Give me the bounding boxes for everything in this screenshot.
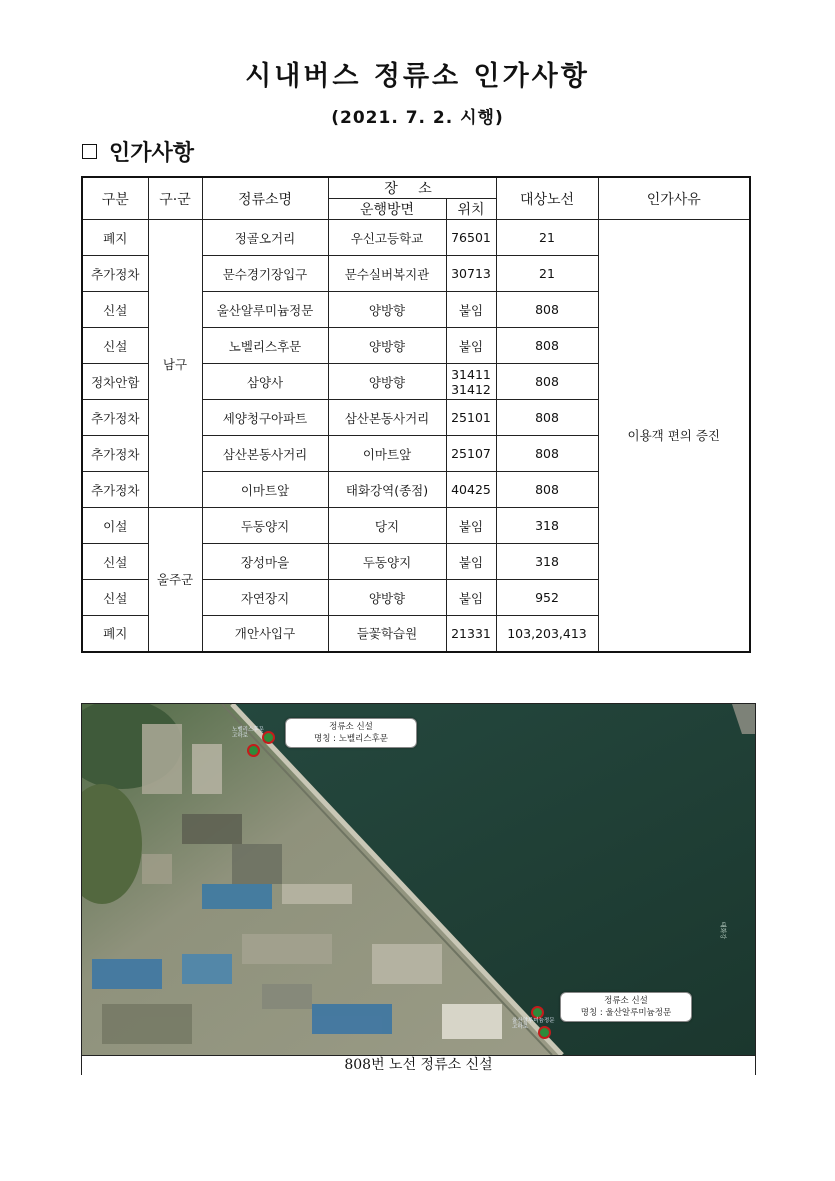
cell-stop: 삼양사 xyxy=(202,364,328,400)
cell-stop: 세양청구아파트 xyxy=(202,400,328,436)
cell-routes: 808 xyxy=(496,436,598,472)
cell-type: 폐지 xyxy=(82,220,148,256)
cell-position-line1: 31411 xyxy=(451,366,491,382)
section-label: 인가사항 xyxy=(109,141,195,166)
cell-direction: 양방향 xyxy=(328,292,446,328)
map-figure xyxy=(81,703,756,1075)
callout-top-line2: 명칭 : 노벨리스후문 xyxy=(314,734,388,744)
cell-routes: 21 xyxy=(496,220,598,256)
header-position: 위치 xyxy=(446,199,496,220)
cell-direction: 문수실버복지관 xyxy=(328,256,446,292)
callout-bottom xyxy=(560,992,692,1022)
header-stop-name: 정류소명 xyxy=(202,177,328,220)
cell-routes: 808 xyxy=(496,292,598,328)
stop-label-bottom-road: 고하로 xyxy=(512,1024,528,1030)
cell-direction: 양방향 xyxy=(328,328,446,364)
table-row xyxy=(82,220,750,256)
cell-direction: 당지 xyxy=(328,508,446,544)
cell-type: 신설 xyxy=(82,580,148,616)
cell-position: 붙임 xyxy=(446,580,496,616)
cell-type: 추가정차 xyxy=(82,400,148,436)
stop-label-bottom xyxy=(512,1018,555,1030)
cell-position: 21331 xyxy=(446,616,496,652)
cell-routes: 808 xyxy=(496,328,598,364)
cell-stop: 개안사입구 xyxy=(202,616,328,652)
callout-bottom-line1: 정류소 신설 xyxy=(604,996,648,1006)
cell-type: 신설 xyxy=(82,328,148,364)
cell-stop: 울산알루미늄정문 xyxy=(202,292,328,328)
header-reason: 인가사유 xyxy=(598,177,750,220)
header-district: 구·군 xyxy=(148,177,202,220)
cell-routes: 808 xyxy=(496,364,598,400)
cell-direction: 우신고등학교 xyxy=(328,220,446,256)
cell-type: 신설 xyxy=(82,544,148,580)
section-heading xyxy=(82,136,194,167)
cell-routes: 21 xyxy=(496,256,598,292)
stop-label-top-road: 고하로 xyxy=(232,733,248,739)
cell-stop: 문수경기장입구 xyxy=(202,256,328,292)
stop-marker-top-icon xyxy=(247,744,260,757)
cell-position: 붙임 xyxy=(446,292,496,328)
cell-direction: 양방향 xyxy=(328,364,446,400)
header-direction: 운행방면 xyxy=(328,199,446,220)
header-routes: 대상노선 xyxy=(496,177,598,220)
table-header-row xyxy=(82,177,750,199)
stop-label-top-name: 노벨리스후문 xyxy=(232,727,264,733)
cell-routes: 318 xyxy=(496,508,598,544)
stop-label-bottom-name: 울산알루미늄정문 xyxy=(512,1018,555,1024)
cell-stop: 자연장지 xyxy=(202,580,328,616)
cell-position: 25101 xyxy=(446,400,496,436)
cell-stop: 두동양지 xyxy=(202,508,328,544)
checkbox-square-icon xyxy=(82,144,97,159)
cell-routes: 808 xyxy=(496,472,598,508)
cell-position: 40425 xyxy=(446,472,496,508)
cell-position: 붙임 xyxy=(446,328,496,364)
river-label: 태화강 xyxy=(719,921,727,940)
callout-bottom-line2: 명칭 : 울산알루미늄정문 xyxy=(580,1008,672,1018)
cell-direction: 두동양지 xyxy=(328,544,446,580)
cell-district: 남구 xyxy=(148,220,202,508)
cell-direction: 삼산본동사거리 xyxy=(328,400,446,436)
stop-label-top xyxy=(232,727,264,739)
cell-direction: 이마트앞 xyxy=(328,436,446,472)
cell-position: 붙임 xyxy=(446,544,496,580)
cell-routes: 103,203,413 xyxy=(496,616,598,652)
cell-district: 울주군 xyxy=(148,508,202,652)
cell-routes: 808 xyxy=(496,400,598,436)
cell-position: 25107 xyxy=(446,436,496,472)
cell-stop: 이마트앞 xyxy=(202,472,328,508)
cell-type: 추가정차 xyxy=(82,256,148,292)
cell-stop: 삼산본동사거리 xyxy=(202,436,328,472)
cell-position xyxy=(446,364,496,400)
effective-date: (2021. 7. 2. 시행) xyxy=(331,108,504,128)
cell-type: 이설 xyxy=(82,508,148,544)
cell-stop: 노벨리스후문 xyxy=(202,328,328,364)
cell-type: 폐지 xyxy=(82,616,148,652)
map-caption: 808번 노선 정류소 신설 xyxy=(82,1055,755,1075)
permit-table xyxy=(81,176,751,653)
cell-position: 붙임 xyxy=(446,508,496,544)
header-type: 구분 xyxy=(82,177,148,220)
cell-direction: 들꽃학습원 xyxy=(328,616,446,652)
cell-type: 신설 xyxy=(82,292,148,328)
cell-direction: 양방향 xyxy=(328,580,446,616)
cell-stop: 장성마을 xyxy=(202,544,328,580)
cell-reason: 이용객 편의 증진 xyxy=(598,220,750,652)
callout-top xyxy=(285,718,417,748)
cell-routes: 952 xyxy=(496,580,598,616)
header-location: 장 소 xyxy=(328,177,496,199)
cell-routes: 318 xyxy=(496,544,598,580)
cell-type: 추가정차 xyxy=(82,436,148,472)
cell-stop: 정골오거리 xyxy=(202,220,328,256)
cell-type: 정차안함 xyxy=(82,364,148,400)
document-title: 시내버스 정류소 인가사항 xyxy=(245,61,590,92)
cell-position-line2: 31412 xyxy=(451,381,491,397)
cell-type: 추가정차 xyxy=(82,472,148,508)
callout-top-line1: 정류소 신설 xyxy=(329,722,373,732)
cell-position: 30713 xyxy=(446,256,496,292)
cell-position: 76501 xyxy=(446,220,496,256)
cell-direction: 태화강역(종점) xyxy=(328,472,446,508)
